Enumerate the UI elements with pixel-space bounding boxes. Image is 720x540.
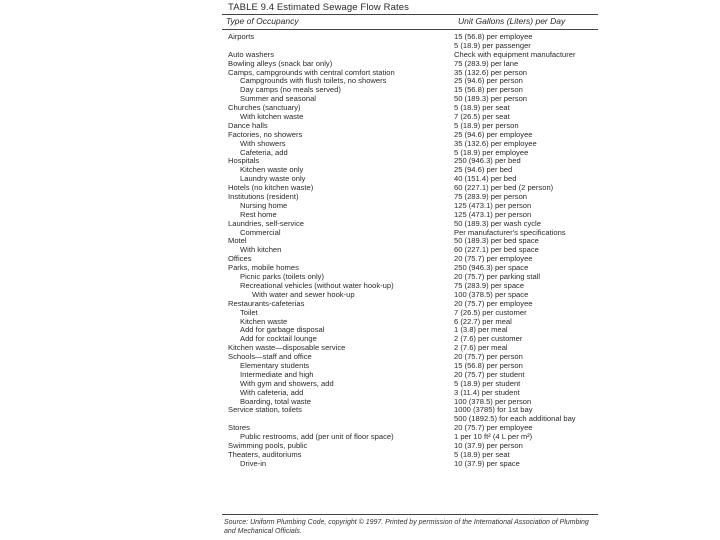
occupancy-cell: With water and sewer hook-up bbox=[252, 290, 355, 299]
flow-rate-cell: 5 (18.9) per employee bbox=[454, 148, 529, 157]
occupancy-cell: Elementary students bbox=[240, 361, 310, 370]
occupancy-cell: Dance halls bbox=[228, 121, 268, 130]
table-row bbox=[222, 77, 598, 86]
occupancy-cell: Hotels (no kitchen waste) bbox=[228, 184, 314, 193]
occupancy-cell: Motel bbox=[228, 237, 247, 246]
occupancy-cell: Nursing home bbox=[240, 201, 288, 210]
flow-rate-cell: 10 (37.9) per space bbox=[454, 459, 520, 468]
table-row bbox=[222, 371, 598, 380]
table-row bbox=[222, 362, 598, 371]
flow-rate-cell: 25 (94.6) per person bbox=[454, 77, 523, 86]
flow-rate-cell: 7 (26.5) per customer bbox=[454, 308, 527, 317]
flow-rate-cell: 20 (75.7) per person bbox=[454, 353, 523, 362]
flow-rate-cell: 125 (473.1) per person bbox=[454, 210, 532, 219]
table-row bbox=[222, 380, 598, 389]
table-row bbox=[222, 326, 598, 335]
occupancy-cell: With kitchen bbox=[240, 246, 282, 255]
flow-rate-cell: 25 (94.6) per employee bbox=[454, 130, 533, 139]
table-row bbox=[222, 51, 598, 60]
column-header-occupancy: Type of Occupancy bbox=[226, 16, 299, 26]
flow-rate-cell: 5 (18.9) per passenger bbox=[454, 41, 531, 50]
flow-rate-cell: 60 (227.1) per bed (2 person) bbox=[454, 184, 554, 193]
occupancy-cell: Recreational vehicles (without water hook-up) bbox=[240, 281, 394, 290]
occupancy-cell: Stores bbox=[228, 424, 250, 433]
flow-rate-cell: 35 (132.6) per employee bbox=[454, 139, 537, 148]
occupancy-cell: Theaters, auditoriums bbox=[228, 450, 302, 459]
occupancy-cell: Kitchen waste bbox=[240, 317, 288, 326]
table-row bbox=[222, 42, 598, 51]
table-row bbox=[222, 406, 598, 415]
flow-rate-cell: 1 per 10 ft² (4 L per m²) bbox=[454, 433, 533, 442]
flow-rate-cell: 75 (283.9) per lane bbox=[454, 59, 519, 68]
flow-rate-cell: 75 (283.9) per person bbox=[454, 193, 528, 202]
occupancy-cell: Airports bbox=[228, 33, 255, 41]
flow-rate-cell: Per manufacturer's specifications bbox=[454, 228, 566, 237]
table-body bbox=[222, 33, 598, 469]
flow-rate-cell: 25 (94.6) per bed bbox=[454, 166, 513, 175]
occupancy-cell: Boarding, total waste bbox=[240, 397, 311, 406]
occupancy-cell: Bowling alleys (snack bar only) bbox=[228, 59, 333, 68]
flow-rate-cell: 125 (473.1) per person bbox=[454, 201, 532, 210]
table-row bbox=[222, 175, 598, 184]
occupancy-cell: Churches (sanctuary) bbox=[228, 104, 301, 113]
flow-rate-cell: 50 (189.3) per person bbox=[454, 95, 528, 104]
table-row bbox=[222, 140, 598, 149]
table-row bbox=[222, 273, 598, 282]
flow-rate-cell: 20 (75.7) per employee bbox=[454, 424, 533, 433]
footer-rule bbox=[222, 514, 598, 515]
table-row bbox=[222, 86, 598, 95]
occupancy-cell: Laundry waste only bbox=[240, 175, 306, 184]
occupancy-cell: Summer and seasonal bbox=[240, 95, 316, 104]
flow-rate-cell: 50 (189.3) per wash cycle bbox=[454, 219, 541, 228]
occupancy-cell: Commercial bbox=[240, 228, 281, 237]
occupancy-cell: Service station, toilets bbox=[228, 406, 302, 415]
flow-rate-cell: 2 (7.6) per meal bbox=[454, 344, 508, 353]
table-row bbox=[222, 184, 598, 193]
flow-rate-cell: Check with equipment manufacturer bbox=[454, 50, 576, 59]
occupancy-cell: Institutions (resident) bbox=[228, 193, 299, 202]
flow-rate-cell: 2 (7.6) per customer bbox=[454, 335, 523, 344]
table-row bbox=[222, 318, 598, 327]
occupancy-cell: Kitchen waste only bbox=[240, 166, 304, 175]
occupancy-cell: Add for garbage disposal bbox=[240, 326, 325, 335]
occupancy-cell: Laundries, self-service bbox=[228, 219, 304, 228]
table-row bbox=[222, 398, 598, 407]
table-row bbox=[222, 131, 598, 140]
table-row bbox=[222, 246, 598, 255]
table-row bbox=[222, 229, 598, 238]
table-row bbox=[222, 33, 598, 42]
flow-rate-cell: 15 (56.8) per person bbox=[454, 86, 523, 95]
occupancy-cell: Auto washers bbox=[228, 50, 275, 59]
occupancy-cell: Restaurants-cafeterias bbox=[228, 299, 305, 308]
occupancy-cell: Public restrooms, add (per unit of floor space) bbox=[240, 433, 394, 442]
table-row bbox=[222, 300, 598, 309]
table-row bbox=[222, 335, 598, 344]
occupancy-cell: Parks, mobile homes bbox=[228, 264, 299, 273]
flow-rate-cell: 6 (22.7) per meal bbox=[454, 317, 512, 326]
flow-rate-cell: 5 (18.9) per seat bbox=[454, 104, 510, 113]
flow-rate-cell: 20 (75.7) per employee bbox=[454, 255, 533, 264]
table-row bbox=[222, 157, 598, 166]
table-row bbox=[222, 220, 598, 229]
header-bottom-rule bbox=[222, 29, 598, 30]
table-row bbox=[222, 255, 598, 264]
occupancy-cell: With showers bbox=[240, 139, 286, 148]
flow-rate-cell: 15 (56.8) per employee bbox=[454, 33, 533, 41]
occupancy-cell: Camps, campgrounds with central comfort station bbox=[228, 68, 395, 77]
occupancy-cell: Offices bbox=[228, 255, 252, 264]
table-row bbox=[222, 60, 598, 69]
flow-rate-cell: 20 (75.7) per parking stall bbox=[454, 273, 541, 282]
column-header-rate: Unit Gallons (Liters) per Day bbox=[458, 16, 566, 26]
flow-rate-cell: 15 (56.8) per person bbox=[454, 361, 523, 370]
flow-rate-cell: 5 (18.9) per seat bbox=[454, 450, 510, 459]
table-row bbox=[222, 113, 598, 122]
flow-rate-cell: 40 (151.4) per bed bbox=[454, 175, 517, 184]
table-row bbox=[222, 389, 598, 398]
flow-rate-cell: 100 (378.5) per person bbox=[454, 397, 532, 406]
occupancy-cell: Toilet bbox=[240, 308, 258, 317]
table-row bbox=[222, 433, 598, 442]
table-row bbox=[222, 237, 598, 246]
table-row bbox=[222, 149, 598, 158]
table-row bbox=[222, 353, 598, 362]
table-row bbox=[222, 424, 598, 433]
table-row bbox=[222, 415, 598, 424]
occupancy-cell: Schools—staff and office bbox=[228, 353, 312, 362]
flow-rate-cell: 20 (75.7) per student bbox=[454, 370, 525, 379]
table-row bbox=[222, 104, 598, 113]
flow-rate-cell: 7 (26.5) per seat bbox=[454, 113, 510, 122]
table-row bbox=[222, 211, 598, 220]
table-row bbox=[222, 451, 598, 460]
flow-rate-cell: 10 (37.9) per person bbox=[454, 441, 523, 450]
occupancy-cell: Swimming pools, public bbox=[228, 441, 308, 450]
scanned-table-page bbox=[222, 0, 598, 540]
table-source-note: Source: Uniform Plumbing Code, copyright © 1997. Printed by permission of the International Association of Plumbing and Mechanical Officials. bbox=[224, 519, 589, 535]
table-row bbox=[222, 264, 598, 273]
occupancy-cell: With gym and showers, add bbox=[240, 379, 334, 388]
flow-rate-cell: 250 (946.3) per space bbox=[454, 264, 529, 273]
table-row bbox=[222, 95, 598, 104]
table-row bbox=[222, 309, 598, 318]
flow-rate-cell: 3 (11.4) per student bbox=[454, 388, 520, 397]
table-row bbox=[222, 193, 598, 202]
flow-rate-cell: 1 (3.8) per meal bbox=[454, 326, 508, 335]
occupancy-cell: Day camps (no meals served) bbox=[240, 86, 341, 95]
occupancy-cell: Drive-in bbox=[240, 459, 267, 468]
occupancy-cell: With kitchen waste bbox=[240, 113, 304, 122]
flow-rate-cell: 500 (1892.5) for each additional bay bbox=[454, 415, 576, 424]
occupancy-cell: Rest home bbox=[240, 210, 277, 219]
occupancy-cell: Kitchen waste—disposable service bbox=[228, 344, 346, 353]
table-row bbox=[222, 282, 598, 291]
table-row bbox=[222, 442, 598, 451]
flow-rate-cell: 100 (378.5) per space bbox=[454, 290, 529, 299]
table-row bbox=[222, 166, 598, 175]
occupancy-cell: Factories, no showers bbox=[228, 130, 303, 139]
flow-rate-cell: 1000 (3785) for 1st bay bbox=[454, 406, 533, 415]
flow-rate-cell: 60 (227.1) per bed space bbox=[454, 246, 539, 255]
flow-rate-cell: 20 (75.7) per employee bbox=[454, 299, 533, 308]
occupancy-cell: Campgrounds with flush toilets, no showers bbox=[240, 77, 387, 86]
table-title: TABLE 9.4 Estimated Sewage Flow Rates bbox=[228, 2, 409, 13]
flow-rate-cell: 75 (283.9) per space bbox=[454, 281, 525, 290]
occupancy-cell: Hospitals bbox=[228, 157, 260, 166]
occupancy-cell: With cafeteria, add bbox=[240, 388, 304, 397]
flow-rate-cell: 50 (189.3) per bed space bbox=[454, 237, 539, 246]
table-row bbox=[222, 122, 598, 131]
table-row bbox=[222, 460, 598, 469]
header-top-rule bbox=[222, 14, 598, 15]
table-row bbox=[222, 202, 598, 211]
occupancy-cell: Add for cocktail lounge bbox=[240, 335, 317, 344]
flow-rate-cell: 5 (18.9) per person bbox=[454, 121, 519, 130]
table-row bbox=[222, 69, 598, 78]
flow-rate-cell: 5 (18.9) per student bbox=[454, 379, 521, 388]
occupancy-cell: Intermediate and high bbox=[240, 370, 314, 379]
table-row bbox=[222, 291, 598, 300]
flow-rate-cell: 35 (132.6) per person bbox=[454, 68, 528, 77]
flow-rate-cell: 250 (946.3) per bed bbox=[454, 157, 521, 166]
table-row bbox=[222, 344, 598, 353]
occupancy-cell: Cafeteria, add bbox=[240, 148, 288, 157]
occupancy-cell: Picnic parks (toilets only) bbox=[240, 273, 324, 282]
